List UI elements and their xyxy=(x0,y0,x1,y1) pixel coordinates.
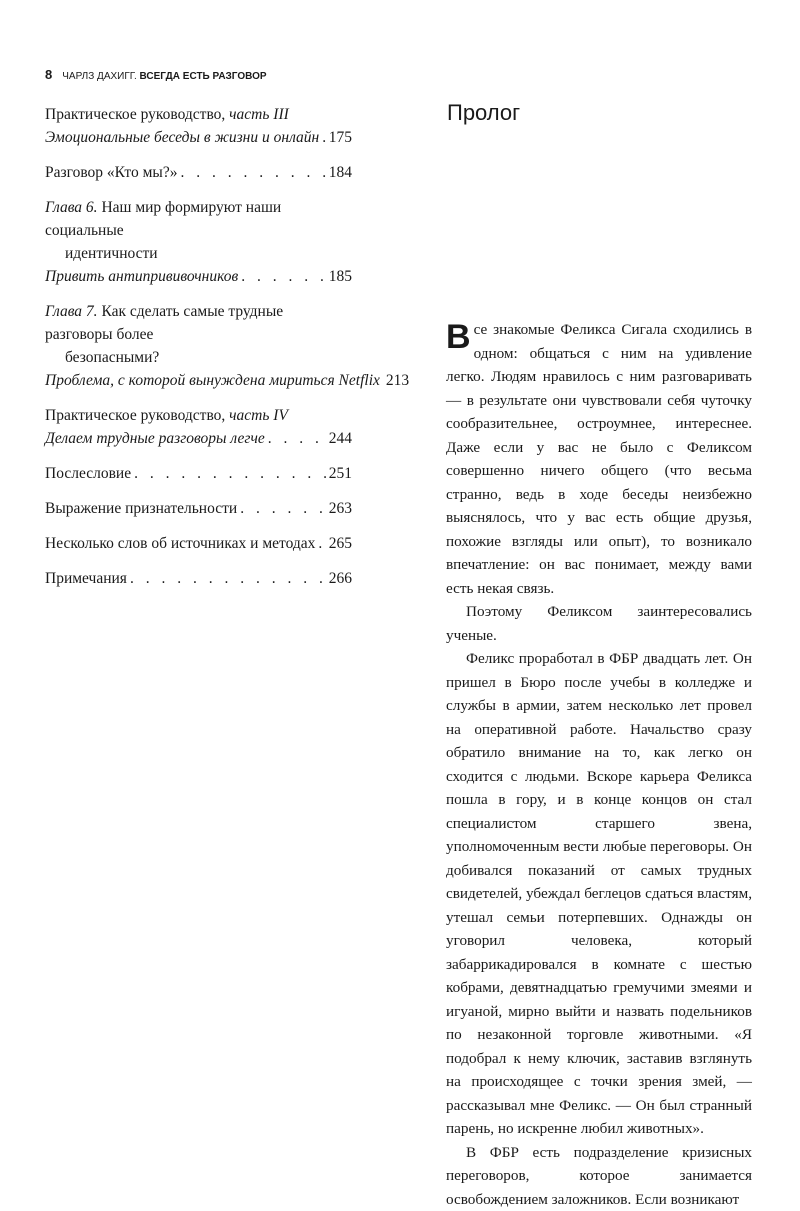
header-book-title: ВСЕГДА ЕСТЬ РАЗГОВОР xyxy=(140,71,267,82)
toc-page-number: 213 xyxy=(386,369,409,392)
dot-leader xyxy=(268,427,326,450)
toc-entry-line xyxy=(45,369,352,392)
chapter-title: Пролог xyxy=(447,100,520,126)
toc-entry-title: Практическое руководство, часть III xyxy=(45,103,352,126)
toc-entry-line xyxy=(45,126,352,149)
toc-page-number: 266 xyxy=(329,567,352,590)
toc-entry-line xyxy=(45,532,352,555)
toc-entry[interactable] xyxy=(45,300,352,392)
toc-entry-subtitle: Делаем трудные разговоры легче xyxy=(45,427,265,450)
toc-entry-line xyxy=(45,497,352,520)
paragraph: В ФБР есть подразделение кризисных переговоров, которое занимается освобождением заложников. Если возникают xyxy=(446,1141,752,1211)
toc-page-number: 185 xyxy=(329,265,352,288)
toc-page-number: 175 xyxy=(329,126,352,149)
table-of-contents xyxy=(45,103,352,602)
toc-entry[interactable] xyxy=(45,462,352,485)
toc-entry-line xyxy=(45,427,352,450)
toc-entry-title: Разговор «Кто мы?» xyxy=(45,161,177,184)
toc-page-number: 265 xyxy=(329,532,352,555)
toc-entry-line xyxy=(45,161,352,184)
toc-page-number: 263 xyxy=(329,497,352,520)
chapter-label: Глава 7. xyxy=(45,303,98,320)
toc-entry-title: Глава 7. Как сделать самые трудные разговоры более xyxy=(45,300,352,346)
toc-entry-subtitle: Проблема, с которой вынуждена мириться Netflix xyxy=(45,369,380,392)
dot-leader xyxy=(322,126,326,149)
toc-entry-title: Примечания xyxy=(45,567,127,590)
toc-entry-title-continued: идентичности xyxy=(45,242,352,265)
running-header xyxy=(45,67,267,82)
dot-leader xyxy=(130,567,326,590)
toc-page-number: 244 xyxy=(329,427,352,450)
toc-entry[interactable] xyxy=(45,404,352,450)
toc-page-number: 184 xyxy=(329,161,352,184)
dot-leader xyxy=(318,532,325,555)
toc-entry-title-continued: безопасными? xyxy=(45,346,352,369)
right-page xyxy=(400,0,800,1000)
toc-entry-line xyxy=(45,462,352,485)
toc-entry-title: Послесловие xyxy=(45,462,131,485)
toc-entry[interactable] xyxy=(45,497,352,520)
drop-cap: В xyxy=(446,322,471,352)
toc-entry-title: Глава 6. Наш мир формируют наши социальные xyxy=(45,196,352,242)
paragraph: Поэтому Феликсом заинтересовались ученые. xyxy=(446,600,752,647)
toc-entry-title: Практическое руководство, часть IV xyxy=(45,404,352,427)
toc-entry[interactable] xyxy=(45,196,352,288)
paragraph: Все знакомые Феликса Сигала сходились в одном: общаться с ним на удивление легко. Людям нравилось с ним разговаривать — в результате они чувствовали себя чуточку сообразительнее, остроумнее, интереснее. Даже если у вас не было с Феликсом совершенно ничего общего (что весьма странно, ведь в ходе беседы неизбежно выяснялось, что у вас есть общие друзья, похожие взгляды или опыт), то возникало впечатление: он вас понимает, между вами есть некая связь. xyxy=(446,318,752,600)
chapter-label: Глава 6. xyxy=(45,199,98,216)
dot-leader xyxy=(241,265,325,288)
toc-entry[interactable] xyxy=(45,567,352,590)
dot-leader xyxy=(180,161,325,184)
left-page xyxy=(0,0,400,1000)
toc-entry[interactable] xyxy=(45,103,352,149)
toc-entry[interactable] xyxy=(45,161,352,184)
toc-entry-line xyxy=(45,567,352,590)
page-number: 8 xyxy=(45,67,52,82)
toc-entry-title: Несколько слов об источниках и методах xyxy=(45,532,315,555)
body-text xyxy=(446,318,752,1211)
toc-entry[interactable] xyxy=(45,532,352,555)
toc-entry-line xyxy=(45,265,352,288)
header-author: ЧАРЛЗ ДАХИГГ. xyxy=(62,71,137,82)
toc-entry-title: Выражение признательности xyxy=(45,497,237,520)
toc-entry-subtitle: Эмоциональные беседы в жизни и онлайн xyxy=(45,126,319,149)
paragraph: Феликс проработал в ФБР двадцать лет. Он пришел в Бюро после учебы в колледже и службы в армии, затем несколько лет провел на оперативной работе. Начальство сразу обратило внимание на то, как легко он сходится с людьми. Вскоре карьера Феликса пошла в гору, и в конце концов он стал специалистом старшего звена, уполномоченным вести любые переговоры. Он добивался показаний от самых трудных свидетелей, убеждал беглецов сдаться властям, утешал семьи потерпевших. Однажды он уговорил человека, который забаррикадировался в комнате с шестью кобрами, девятнадцатью гремучими змеями и игуаной, мирно выйти и назвать подельников по незаконной торговле животными. «Я подобрал к нему ключик, заставив взглянуть на происходящее с точки зрения змей, — рассказывал мне Феликс. — Он был странный парень, но искренне любил животных». xyxy=(446,647,752,1141)
toc-entry-subtitle: Привить антипрививочников xyxy=(45,265,238,288)
dot-leader xyxy=(134,462,326,485)
toc-page-number: 251 xyxy=(329,462,352,485)
dot-leader xyxy=(240,497,326,520)
